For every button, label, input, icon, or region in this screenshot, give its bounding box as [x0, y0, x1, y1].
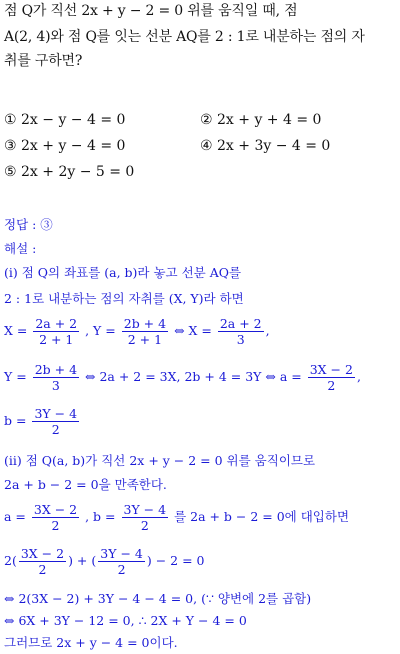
equation-1 — [4, 316, 270, 347]
question-line-3: 취를 구하면? — [4, 53, 83, 69]
fraction: $\frac{2a + 2}{2 + 1}$ — [35, 316, 78, 347]
question-line-2: A(2, 4)와 점 Q를 잇는 선분 AQ를 2 : 1로 내분하는 점의 자 — [4, 29, 365, 45]
fraction: $\frac{3Y - 4}{2}$ — [100, 546, 143, 577]
eq-text: 2( — [4, 553, 17, 568]
equation-4 — [4, 502, 349, 533]
explanation-step-1: (i) 점 Q의 좌표를 (a, b)라 놓고 선분 AQ를 — [4, 265, 242, 280]
fraction: $\frac{3X - 2}{2}$ — [33, 502, 78, 533]
eq-text: , — [356, 369, 361, 384]
option-3 — [4, 138, 125, 154]
equation-2 — [4, 362, 361, 393]
eq-text: , — [265, 323, 270, 338]
equation-5 — [4, 546, 204, 577]
eq-text: ) + ( — [68, 553, 97, 568]
equation-3 — [4, 406, 81, 437]
fraction: $\frac{3Y - 4}{2}$ — [34, 406, 78, 437]
explanation-step-5: ⇔ 2(3X − 2) + 3Y − 4 − 4 = 0, (∵ 양변에 2를 곱함) — [4, 591, 312, 606]
option-text: 2x + y − 4 = 0 — [21, 138, 126, 154]
option-number: ① — [4, 112, 17, 128]
option-2 — [200, 112, 321, 128]
option-text: 2x + y + 4 = 0 — [217, 112, 322, 128]
explanation-title: 해설 : — [4, 241, 37, 256]
eq-text: 를 2a + b − 2 = 0에 대입하면 — [174, 509, 350, 524]
fraction: $\frac{3X - 2}{2}$ — [309, 362, 353, 393]
eq-text: ) − 2 = 0 — [146, 553, 205, 568]
fraction: $\frac{2a + 2}{3}$ — [219, 316, 262, 347]
fraction: $\frac{3Y - 4}{2}$ — [123, 502, 167, 533]
option-number: ⑤ — [4, 164, 17, 180]
option-text: 2x + 2y − 5 = 0 — [21, 164, 135, 180]
eq-text: , Y = — [85, 323, 116, 338]
fraction: $\frac{2b + 4}{2 + 1}$ — [123, 316, 167, 347]
explanation-step-3: (ii) 점 Q(a, b)가 직선 2x + y − 2 = 0 위를 움직이므로 — [4, 453, 316, 468]
option-4 — [200, 138, 330, 154]
eq-text: a = — [4, 509, 26, 524]
explanation-conclusion: 그러므로 2x + y − 4 = 0이다. — [4, 635, 178, 650]
option-number: ② — [200, 112, 213, 128]
eq-text: b = — [4, 413, 27, 428]
option-1 — [4, 112, 125, 128]
option-text: 2x − y − 4 = 0 — [21, 112, 126, 128]
answer-label: 정답 : ③ — [4, 217, 53, 232]
option-5 — [4, 164, 134, 180]
eq-text: X = — [4, 323, 28, 338]
question-line-1: 점 Q가 직선 2x + y − 2 = 0 위를 움직일 때, 점 — [4, 3, 298, 19]
eq-text: ⇔ 2a + 2 = 3X, 2b + 4 = 3Y ⇔ a = — [85, 369, 302, 384]
option-number: ④ — [200, 138, 213, 154]
fraction: $\frac{3X - 2}{2}$ — [20, 546, 65, 577]
explanation-step-6: ⇔ 6X + 3Y − 12 = 0, ∴ 2X + Y − 4 = 0 — [4, 613, 247, 628]
eq-text: Y = — [4, 369, 27, 384]
eq-text: , b = — [85, 509, 116, 524]
option-text: 2x + 3y − 4 = 0 — [217, 138, 331, 154]
explanation-step-2: 2 : 1로 내분하는 점의 자취를 (X, Y)라 하면 — [4, 291, 244, 306]
option-number: ③ — [4, 138, 17, 154]
explanation-step-4: 2a + b − 2 = 0을 만족한다. — [4, 477, 167, 492]
eq-text: ⇔ X = — [174, 323, 212, 338]
fraction: $\frac{2b + 4}{3}$ — [34, 362, 78, 393]
